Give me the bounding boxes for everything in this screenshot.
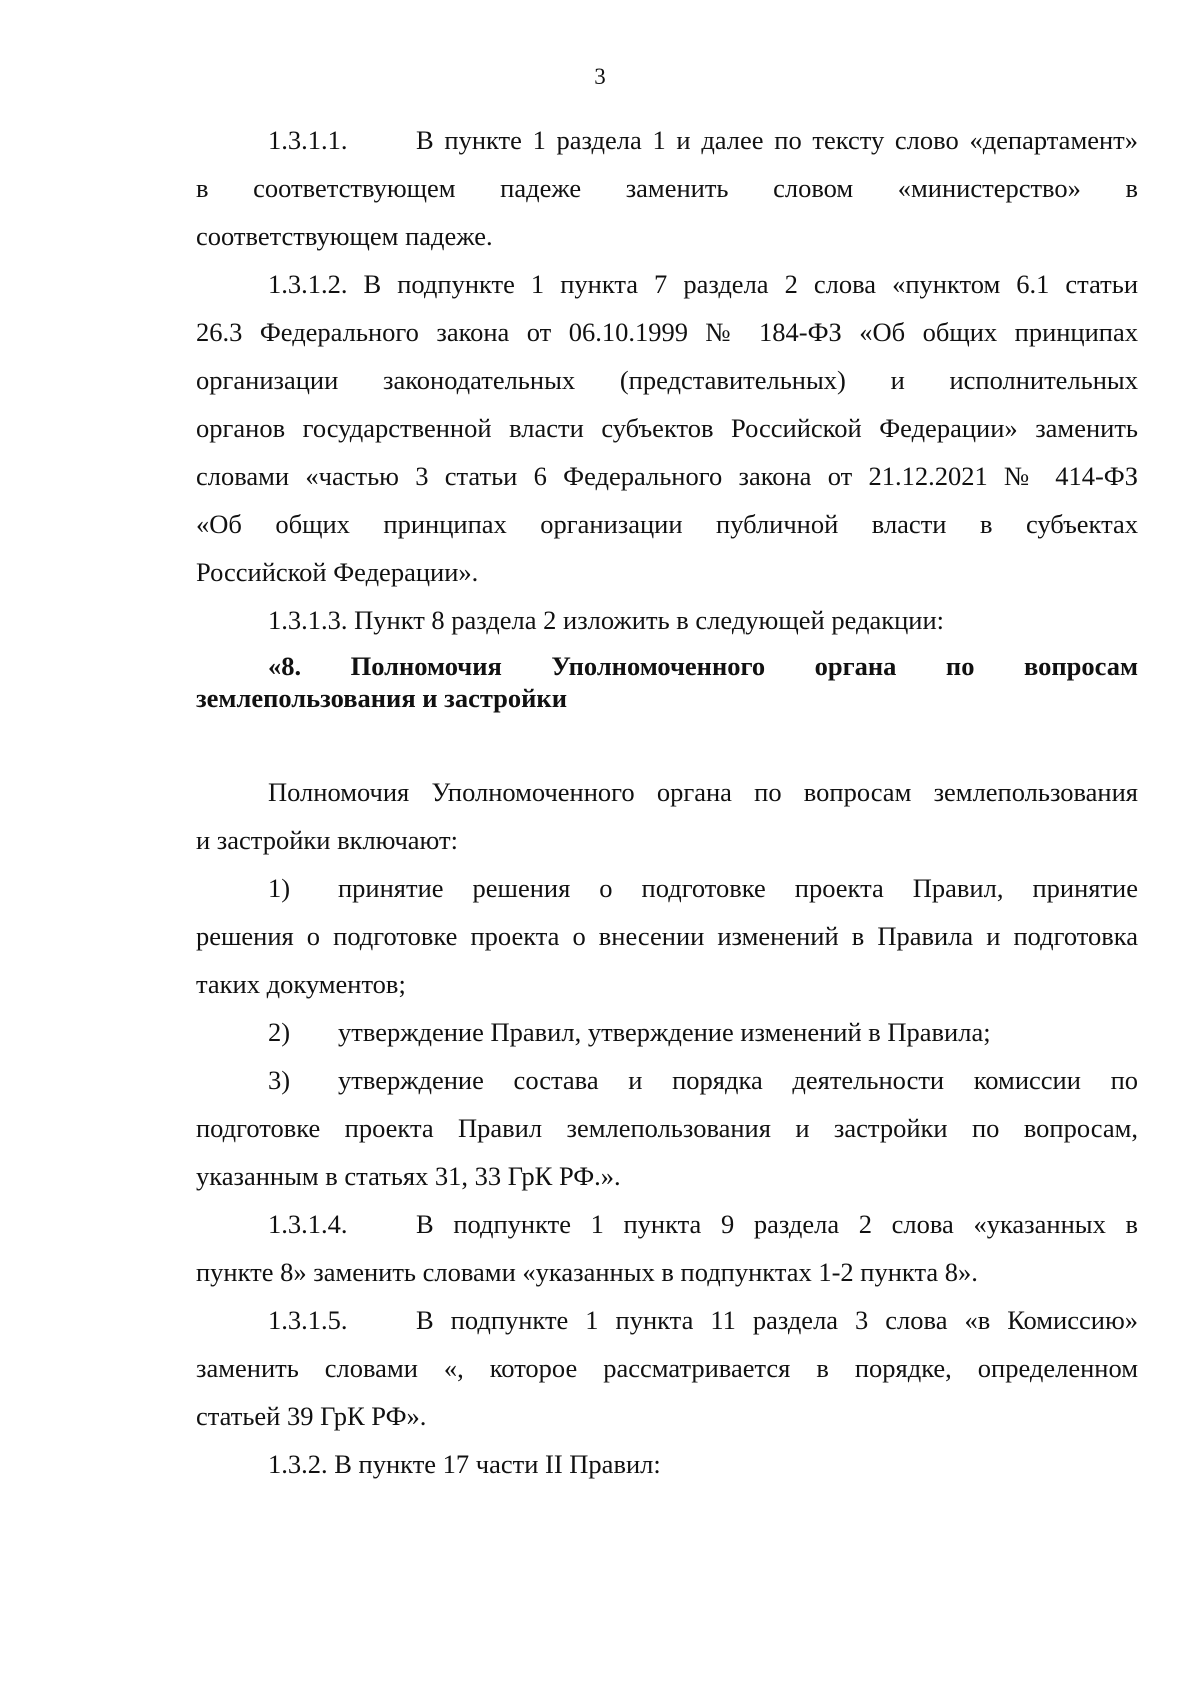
paragraph-1-3-1-1 — [196, 116, 1138, 260]
paragraph-text-line: словами «частью 3 статьи 6 Федерального закона от 21.12.2021 № 414-ФЗ — [196, 461, 1138, 491]
heading-word: вопросам — [1023, 651, 1138, 681]
paragraph-text-line: организации законодательных (представительных) и исполнительных — [196, 365, 1138, 395]
list-item-2 — [196, 1008, 1138, 1056]
list-item-number: 1) — [268, 873, 291, 903]
spacer — [196, 714, 1138, 768]
paragraph-text-line: заменить словами «, которое рассматривается в порядке, определенном — [196, 1353, 1138, 1383]
paragraph-text-line: 26.3 Федерального закона от 06.10.1999 № 184-ФЗ «Об общих принципах — [196, 317, 1138, 347]
paragraph-1-3-1-3 — [196, 596, 1138, 644]
paragraph-text-line: в соответствующем падеже заменить словом «министерство» в — [196, 173, 1138, 203]
list-item-number: 3) — [268, 1065, 291, 1095]
paragraph-text-line: Российской Федерации». — [196, 557, 479, 587]
paragraph-text-line: В подпункте 1 пункта 9 раздела 2 слова «указанных в — [416, 1209, 1138, 1239]
heading-word: органа — [814, 651, 897, 681]
paragraph-text-line: статьей 39 ГрК РФ». — [196, 1401, 427, 1431]
paragraph-text-line: «Об общих принципах организации публичной власти в субъектах — [196, 509, 1138, 539]
list-item-3 — [196, 1056, 1138, 1200]
paragraph-1-3-2 — [196, 1440, 1138, 1488]
list-item-text-line: принятие решения о подготовке проекта Правил, принятие — [338, 873, 1138, 903]
list-item-text-line: таких документов; — [196, 969, 406, 999]
list-item-text-line: утверждение состава и порядка деятельности комиссии по — [338, 1065, 1138, 1095]
paragraph-text-line: 1.3.1.2. В подпункте 1 пункта 7 раздела 2 слова «пунктом 6.1 статьи — [268, 269, 1138, 299]
heading-word: по — [945, 651, 975, 681]
paragraph-number: 1.3.1.5. — [268, 1305, 348, 1335]
heading-word: «8. — [268, 651, 302, 681]
paragraph-number: 1.3.1.1. — [268, 125, 348, 155]
page-number: 3 — [594, 64, 606, 89]
paragraph-text-line: 1.3.1.3. Пункт 8 раздела 2 изложить в следующей редакции: — [268, 605, 945, 635]
paragraph-text-line: органов государственной власти субъектов Российской Федерации» заменить — [196, 413, 1138, 443]
list-item-text-line: указанным в статьях 31, 33 ГрК РФ.». — [196, 1161, 621, 1191]
paragraph-text-line: 1.3.2. В пункте 17 части II Правил: — [268, 1449, 661, 1479]
list-item-number: 2) — [268, 1017, 291, 1047]
paragraph-1-3-1-4 — [196, 1200, 1138, 1296]
paragraph-1-3-1-5 — [196, 1296, 1138, 1440]
paragraph-text-line: соответствующем падеже. — [196, 221, 493, 251]
list-item-text-line: утверждение Правил, утверждение изменений в Правила; — [338, 1017, 991, 1047]
paragraph-text-line: В пункте 1 раздела 1 и далее по тексту слово «департамент» — [416, 125, 1138, 155]
powers-intro — [196, 768, 1138, 864]
paragraph-text-line: Полномочия Уполномоченного органа по вопросам землепользования — [268, 777, 1138, 807]
list-item-1 — [196, 864, 1138, 1008]
document-body — [196, 116, 1138, 1488]
paragraph-1-3-1-2 — [196, 260, 1138, 596]
paragraph-number: 1.3.1.4. — [268, 1209, 348, 1239]
paragraph-text-line: пункте 8» заменить словами «указанных в подпунктах 1-2 пункта 8». — [196, 1257, 978, 1287]
heading-word: Уполномоченного — [551, 651, 766, 681]
list-item-text-line: подготовке проекта Правил землепользования и застройки по вопросам, — [196, 1113, 1138, 1143]
list-item-text-line: решения о подготовке проекта о внесении изменений в Правила и подготовка — [196, 921, 1138, 951]
heading-word: Полномочия — [350, 651, 502, 681]
paragraph-text-line: В подпункте 1 пункта 11 раздела 3 слова «в Комиссию» — [416, 1305, 1138, 1335]
paragraph-text-line: и застройки включают: — [196, 825, 458, 855]
section-heading — [196, 650, 1138, 714]
heading-line: землепользования и застройки — [196, 683, 567, 713]
